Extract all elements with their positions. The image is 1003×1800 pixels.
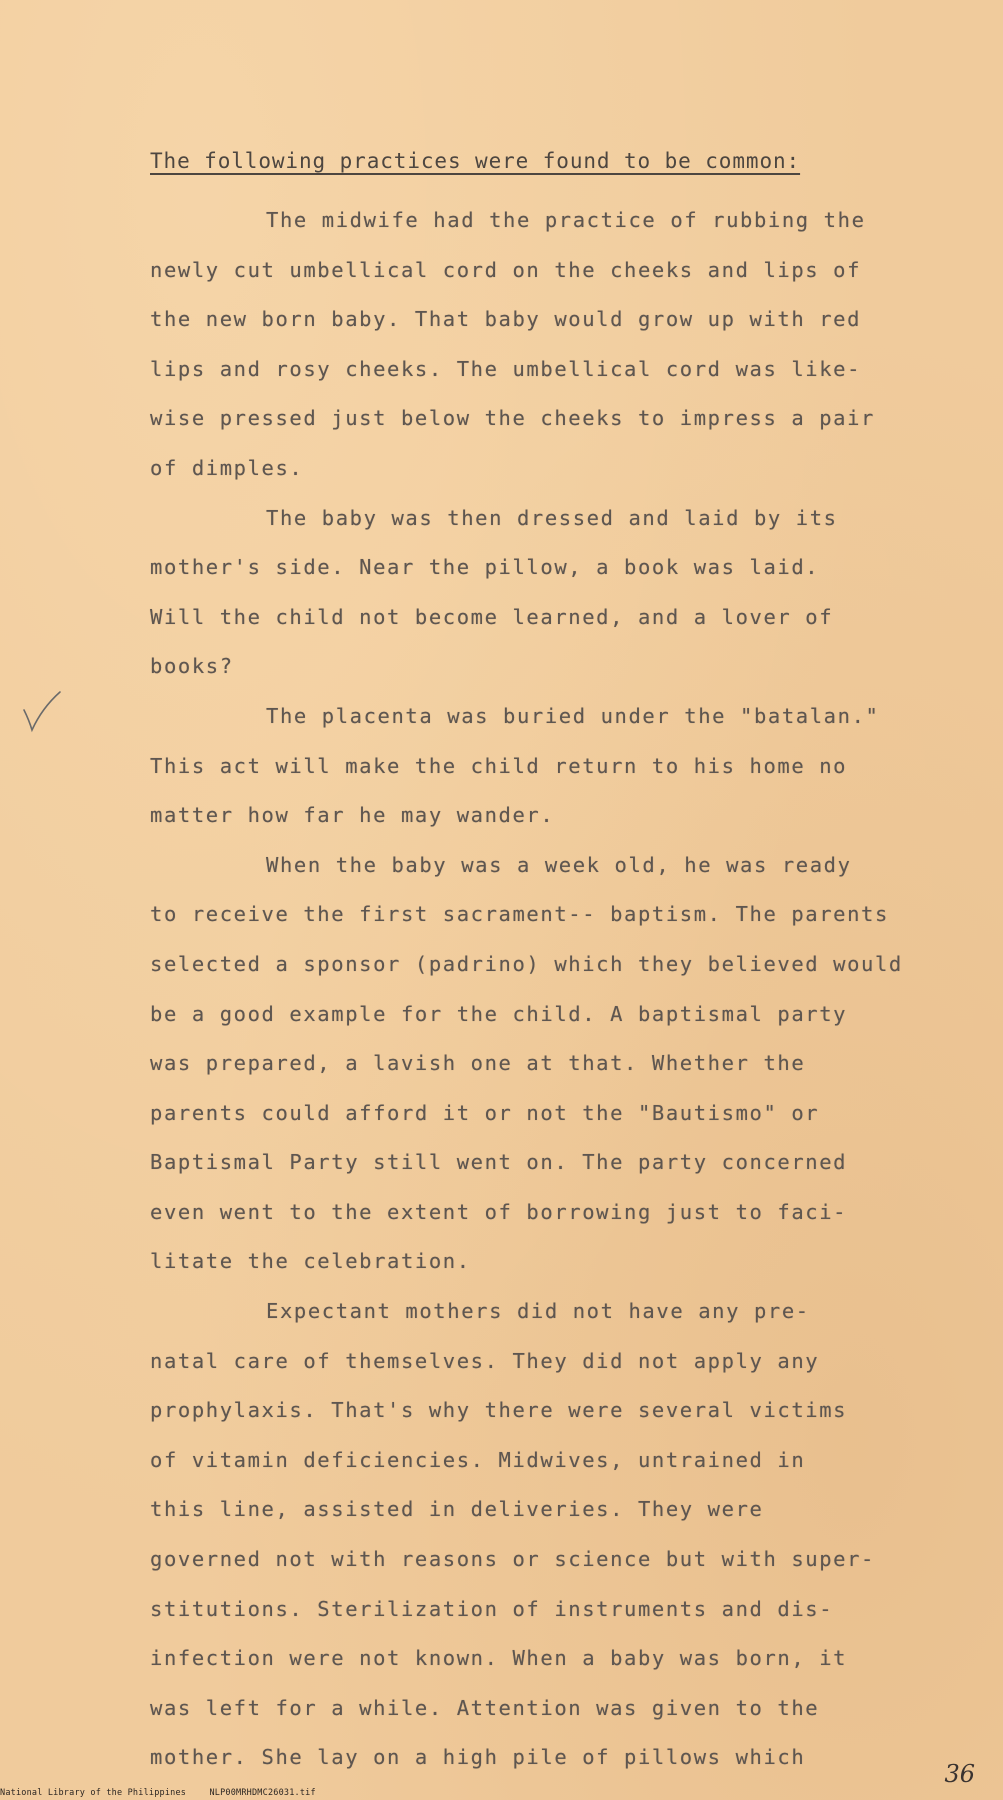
text-line: Will the child not become learned, and a lover of [150,604,834,629]
text-line: of dimples. [150,455,304,480]
text-line: Expectant mothers did not have any pre- [266,1299,810,1324]
text-line: selected a sponsor (padrino) which they believed would [150,951,903,976]
archive-footer [0,1788,334,1798]
text-line: parents could afford it or not the "Bautismo" or [150,1100,820,1125]
text-block [150,146,960,1783]
text-line: lips and rosy cheeks. The umbellical cord was like- [150,356,862,381]
text-line: of vitamin deficiencies. Midwives, untrained in [150,1447,806,1472]
text-line: to receive the first sacrament-- baptism. The parents [150,902,889,927]
body-text [150,196,960,1783]
library-name: National Library of the Philippines [0,1788,187,1798]
text-line: When the baby was a week old, he was ready [266,852,852,877]
text-line: Baptismal Party still went on. The party concerned [150,1150,848,1175]
text-line: was left for a while. Attention was given to the [150,1695,820,1720]
section-heading: The following practices were found to be common: [150,149,801,173]
page-number: 36 [944,1760,975,1788]
text-line: was prepared, a lavish one at that. Whether the [150,1051,806,1076]
text-line: matter how far he may wander. [150,803,555,828]
text-line: The placenta was buried under the "batalan." [266,703,880,728]
text-line: books? [150,654,234,679]
text-line: mother's side. Near the pillow, a book was laid. [150,555,820,580]
text-line: mother. She lay on a high pile of pillows which [150,1745,806,1770]
text-line: The baby was then dressed and laid by its [266,505,838,530]
text-line: wise pressed just below the cheeks to impress a pair [150,406,875,431]
text-line: be a good example for the child. A baptismal party [150,1001,848,1026]
text-line: this line, assisted in deliveries. They were [150,1497,764,1522]
text-line: The midwife had the practice of rubbing the [266,208,866,232]
text-line: natal care of themselves. They did not apply any [150,1348,820,1373]
text-line: infection were not known. When a baby was born, it [150,1646,848,1671]
text-line: newly cut umbellical cord on the cheeks and lips of [150,257,862,282]
file-id: NLP00MRHDMC26031.tif [209,1788,316,1798]
check-mark-icon [20,690,64,734]
text-line: governed not with reasons or science but with super- [150,1547,875,1572]
text-line: litate the celebration. [150,1249,471,1274]
text-line: stitutions. Sterilization of instruments and dis- [150,1596,834,1621]
text-line: This act will make the child return to his home no [150,753,848,778]
text-line: prophylaxis. That's why there were several victims [150,1398,848,1423]
text-line: the new born baby. That baby would grow up with red [150,307,862,332]
text-line: even went to the extent of borrowing just to faci- [150,1199,848,1224]
